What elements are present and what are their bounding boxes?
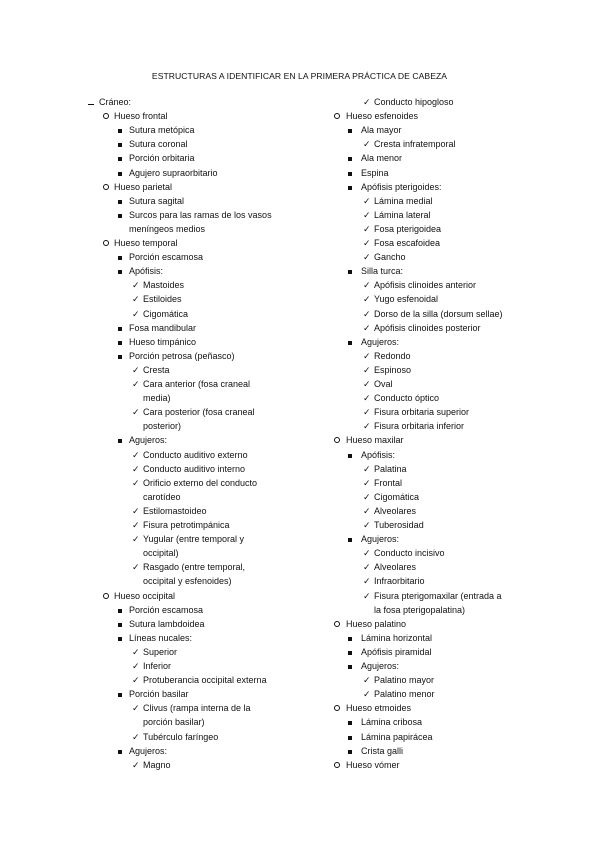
square-bullet: [348, 335, 352, 349]
check-icon: ✓: [363, 407, 371, 418]
check-icon: ✓: [132, 520, 140, 530]
list-item-text: Cresta: [143, 364, 170, 375]
list-item-text: Fosa mandibular: [129, 322, 197, 333]
list-item-text: Cara posterior (fosa craneal: [143, 407, 255, 418]
list-item-text: Apófisis:: [361, 449, 396, 460]
list-item-text: Espinoso: [374, 364, 412, 375]
list-item-text: Dorso de la silla (dorsum sellae): [374, 308, 503, 319]
list-item-text: Agujeros:: [361, 661, 400, 671]
list-item-text: Cara anterior (fosa craneal: [143, 379, 251, 389]
square-bullet: [118, 617, 122, 631]
list-item-text: Surcos para las ramas de los vasos: [129, 209, 272, 220]
list-item-text: Sutura coronal: [129, 139, 188, 150]
list-item-text: Hueso occipital: [114, 590, 176, 601]
list-item-text: Fosa escafoidea: [374, 238, 441, 248]
list-item-text: Sutura lambdoidea: [129, 618, 205, 629]
check-icon: ✓: [132, 280, 140, 291]
square-bullet: [118, 687, 122, 701]
list-item-text: Cráneo:: [99, 97, 132, 107]
circle-bullet: [103, 180, 109, 194]
list-item-text: Ala menor: [361, 153, 403, 164]
list-item-text: posterior): [143, 421, 182, 432]
check-icon: ✓: [363, 97, 371, 107]
list-item-text: Conducto hipogloso: [374, 97, 454, 107]
square-bullet: [118, 123, 122, 137]
circle-bullet: [334, 701, 340, 715]
check-icon: ✓: [363, 280, 371, 291]
list-item-text: Inferior: [143, 661, 172, 671]
list-item-text: Cigomática: [143, 308, 189, 319]
square-bullet: [118, 744, 122, 758]
square-bullet: [118, 335, 122, 349]
list-item-text: Tubérculo faríngeo: [143, 731, 219, 742]
check-icon: ✓: [132, 562, 140, 573]
list-item-text: Porción orbitaria: [129, 153, 195, 164]
page-title: ESTRUCTURAS A IDENTIFICAR EN LA PRIMERA PRÁCTICA DE CABEZA: [151, 71, 448, 81]
list-item-text: Orificio externo del conducto: [143, 477, 258, 488]
check-icon: ✓: [363, 505, 371, 516]
list-item-text: Lámina horizontal: [361, 632, 433, 643]
list-item-text: Apófisis clinoides anterior: [374, 280, 477, 291]
list-item-text: Lámina papirácea: [361, 731, 433, 742]
square-bullet: [118, 264, 122, 278]
list-item-text: Fisura pterigomaxilar (entrada a: [374, 590, 502, 601]
circle-bullet: [334, 758, 340, 772]
check-icon: ✓: [132, 364, 140, 375]
list-item-text: Infraorbitario: [374, 576, 425, 587]
check-icon: ✓: [132, 661, 140, 671]
list-item-text: Gancho: [374, 252, 406, 263]
list-item-text: Hueso frontal: [114, 111, 168, 122]
list-item-text: Conducto óptico: [374, 393, 440, 404]
check-icon: ✓: [132, 646, 140, 657]
check-icon: ✓: [363, 590, 371, 601]
check-icon: ✓: [363, 223, 371, 234]
list-item-text: Alveolares: [374, 562, 417, 573]
list-item-text: Silla turca:: [361, 266, 404, 277]
list-item-text: Agujeros:: [361, 336, 400, 347]
check-icon: ✓: [132, 477, 140, 488]
square-bullet: [348, 659, 352, 673]
list-item-text: Palatino mayor: [374, 675, 435, 686]
list-item-text: Apófisis pterigoides:: [361, 181, 442, 192]
list-item-text: Superior: [143, 646, 178, 657]
list-item-text: Conducto auditivo externo: [143, 449, 248, 460]
list-item-text: Clivus (rampa interna de la: [143, 703, 251, 714]
check-icon: ✓: [132, 675, 140, 686]
list-item-text: Espina: [361, 167, 389, 178]
list-item-text: Frontal: [374, 477, 403, 488]
check-icon: ✓: [132, 759, 140, 770]
check-icon: ✓: [132, 379, 140, 389]
list-item-text: Lámina cribosa: [361, 717, 423, 728]
check-icon: ✓: [363, 195, 371, 206]
check-icon: ✓: [363, 463, 371, 474]
square-bullet: [118, 321, 122, 335]
square-bullet: [348, 744, 352, 758]
circle-bullet: [334, 617, 340, 631]
check-icon: ✓: [363, 393, 371, 404]
list-item-text: Hueso etmoides: [346, 703, 412, 714]
list-item-text: Cigomática: [374, 491, 420, 502]
check-icon: ✓: [132, 731, 140, 742]
check-icon: ✓: [363, 238, 371, 248]
check-icon: ✓: [363, 322, 371, 333]
check-icon: ✓: [363, 308, 371, 319]
check-icon: ✓: [132, 534, 140, 545]
check-icon: ✓: [363, 364, 371, 375]
list-item-text: Porción petrosa (peñasco): [129, 350, 235, 361]
list-item-text: Hueso maxilar: [346, 435, 404, 446]
circle-bullet: [103, 109, 109, 123]
dash-bullet: [88, 95, 94, 109]
list-item-text: Redondo: [374, 350, 411, 361]
circle-bullet: [103, 236, 109, 250]
check-icon: ✓: [132, 463, 140, 474]
square-bullet: [348, 730, 352, 744]
list-item-text: Hueso vómer: [346, 759, 400, 770]
list-item-text: porción basilar): [143, 717, 205, 728]
list-item-text: Hueso palatino: [346, 618, 407, 629]
square-bullet: [118, 208, 122, 222]
square-bullet: [348, 715, 352, 729]
list-item-text: Lámina medial: [374, 195, 433, 206]
square-bullet: [118, 151, 122, 165]
list-item-text: meníngeos medios: [129, 223, 206, 234]
list-item-text: Hueso temporal: [114, 238, 178, 248]
check-icon: ✓: [132, 703, 140, 714]
list-item-text: Magno: [143, 759, 171, 770]
check-icon: ✓: [363, 491, 371, 502]
list-item-text: Yugo esfenoidal: [374, 294, 439, 305]
list-item-text: Oval: [374, 379, 393, 389]
check-icon: ✓: [363, 350, 371, 361]
list-item-text: carotídeo: [143, 491, 181, 502]
list-item-text: Alveolares: [374, 505, 417, 516]
list-item-text: Palatino menor: [374, 689, 435, 700]
list-item-text: Apófisis:: [129, 266, 164, 277]
list-item-text: Lámina lateral: [374, 209, 431, 220]
list-item-text: Yugular (entre temporal y: [143, 534, 245, 545]
check-icon: ✓: [363, 548, 371, 559]
check-icon: ✓: [363, 252, 371, 263]
list-item-text: Porción escamosa: [129, 252, 204, 263]
list-item-text: media): [143, 393, 171, 404]
list-item-text: Agujeros:: [129, 745, 168, 756]
list-item-text: Rasgado (entre temporal,: [143, 562, 246, 573]
square-bullet: [348, 151, 352, 165]
check-icon: ✓: [363, 675, 371, 686]
check-icon: ✓: [363, 477, 371, 488]
square-bullet: [348, 166, 352, 180]
check-icon: ✓: [132, 308, 140, 319]
list-item-text: Palatina: [374, 463, 407, 474]
check-icon: ✓: [363, 576, 371, 587]
circle-bullet: [334, 433, 340, 447]
list-item-text: la fosa pterigopalatina): [374, 604, 466, 615]
square-bullet: [118, 349, 122, 363]
square-bullet: [348, 645, 352, 659]
check-icon: ✓: [363, 562, 371, 573]
list-item-text: Ala mayor: [361, 125, 402, 136]
check-icon: ✓: [132, 449, 140, 460]
square-bullet: [118, 631, 122, 645]
square-bullet: [118, 137, 122, 151]
square-bullet: [348, 448, 352, 462]
square-bullet: [118, 433, 122, 447]
check-icon: ✓: [363, 689, 371, 700]
list-item-text: Porción basilar: [129, 689, 189, 700]
list-item-text: Estiloides: [143, 294, 182, 305]
list-item-text: Conducto incisivo: [374, 548, 445, 559]
list-item-text: Fisura orbitaria superior: [374, 407, 470, 418]
check-icon: ✓: [363, 379, 371, 389]
circle-bullet: [103, 589, 109, 603]
square-bullet: [118, 250, 122, 264]
list-item-text: Fosa pterigoidea: [374, 223, 442, 234]
check-icon: ✓: [132, 505, 140, 516]
square-bullet: [348, 264, 352, 278]
check-icon: ✓: [363, 520, 371, 530]
list-item-text: occipital y esfenoides): [143, 576, 232, 587]
list-item-text: Agujeros:: [129, 435, 168, 446]
list-item-text: Estilomastoideo: [143, 505, 207, 516]
list-item-text: Mastoides: [143, 280, 185, 291]
check-icon: ✓: [363, 139, 371, 150]
list-item-text: Hueso parietal: [114, 181, 173, 192]
list-item-text: Sutura sagital: [129, 195, 185, 206]
square-bullet: [348, 532, 352, 546]
list-item-text: occipital): [143, 548, 179, 559]
list-item-text: Agujeros:: [361, 534, 400, 545]
list-item-text: Sutura metópica: [129, 125, 195, 136]
list-item-text: Hueso timpánico: [129, 336, 197, 347]
square-bullet: [118, 194, 122, 208]
check-icon: ✓: [132, 294, 140, 305]
list-item-text: Fisura orbitaria inferior: [374, 421, 465, 432]
list-item-text: Fisura petrotimpánica: [143, 520, 230, 530]
square-bullet: [348, 123, 352, 137]
list-item-text: Hueso esfenoides: [346, 111, 419, 122]
square-bullet: [118, 166, 122, 180]
check-icon: ✓: [363, 294, 371, 305]
check-icon: ✓: [363, 209, 371, 220]
list-item-text: Apófisis clinoides posterior: [374, 322, 481, 333]
list-item-text: Porción escamosa: [129, 604, 204, 615]
list-item-text: Agujero supraorbitario: [129, 167, 218, 178]
list-item-text: Apófisis piramidal: [361, 646, 432, 657]
list-item-text: Líneas nucales:: [129, 632, 193, 643]
list-item-text: Cresta infratemporal: [374, 139, 456, 150]
list-item-text: Protuberancia occipital externa: [143, 675, 267, 686]
list-item-text: Tuberosidad: [374, 520, 424, 530]
check-icon: ✓: [132, 407, 140, 418]
list-item-text: Conducto auditivo interno: [143, 463, 246, 474]
check-icon: ✓: [363, 421, 371, 432]
square-bullet: [118, 603, 122, 617]
list-item-text: Crista galli: [361, 745, 404, 756]
square-bullet: [348, 631, 352, 645]
circle-bullet: [334, 109, 340, 123]
square-bullet: [348, 180, 352, 194]
